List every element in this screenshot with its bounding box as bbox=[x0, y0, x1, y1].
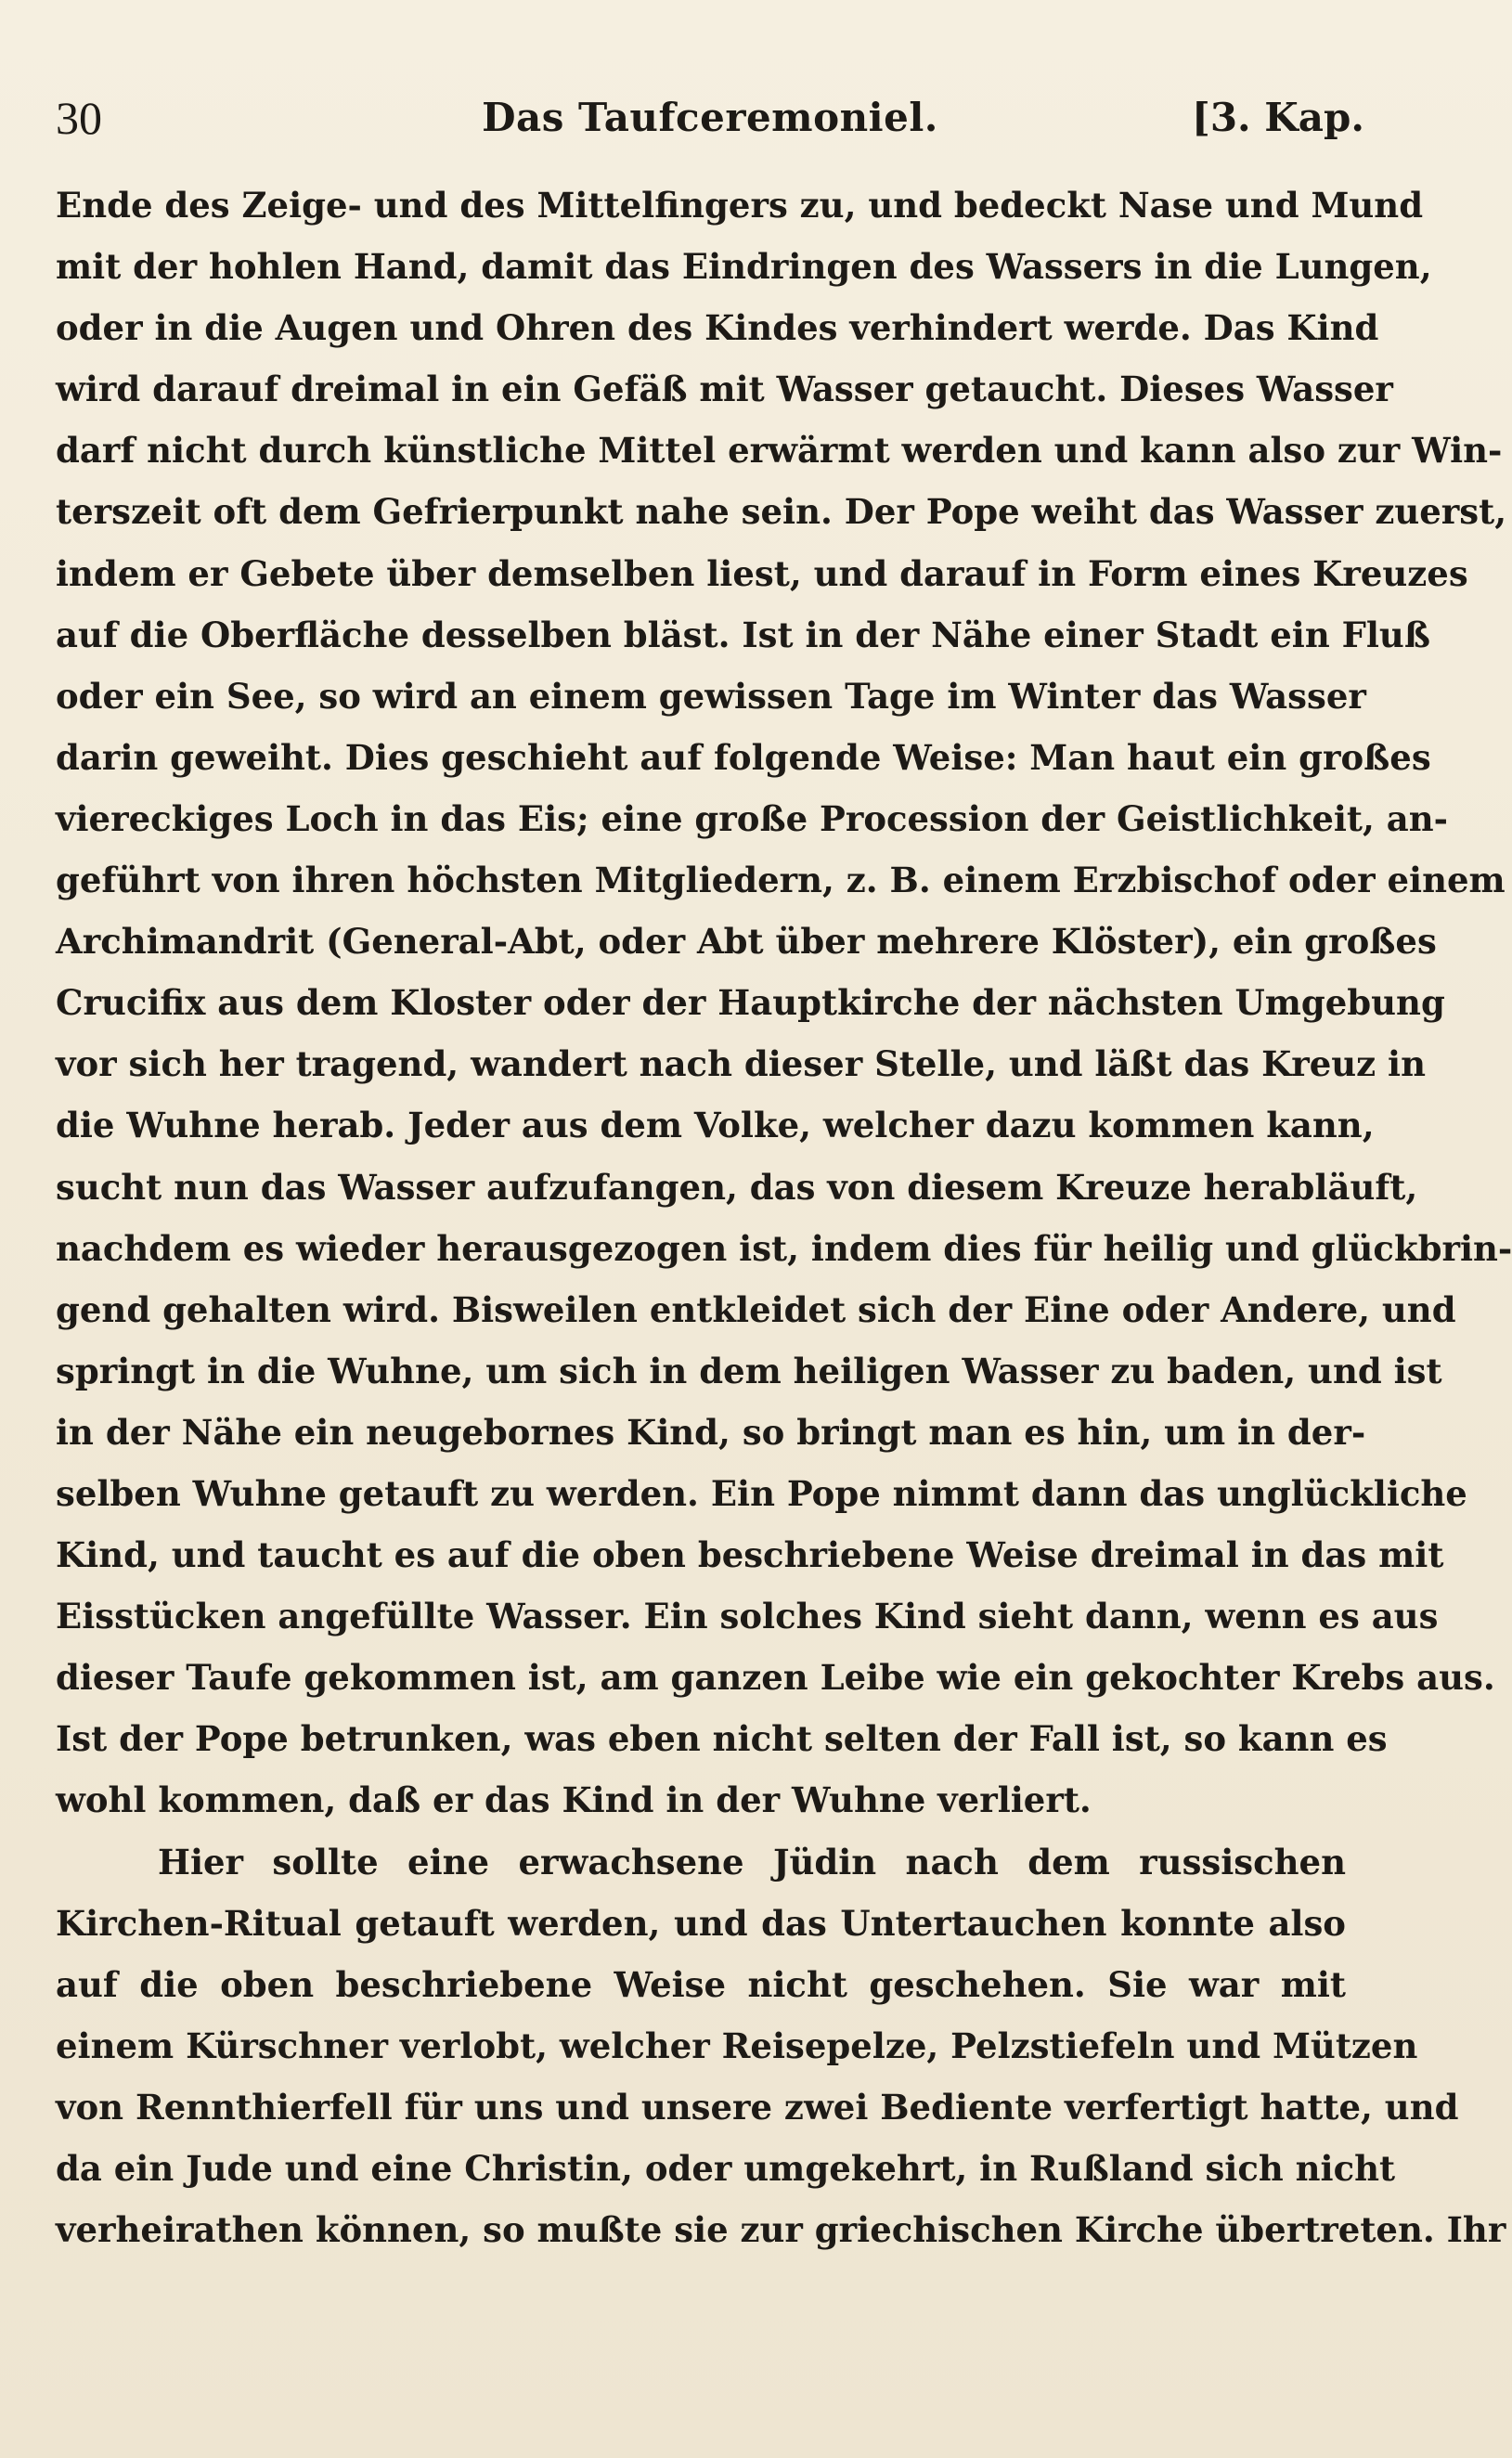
text-line: nachdem es wieder herausgezogen ist, indem dies für heilig und glückbrin- bbox=[56, 1227, 1512, 1269]
text-line: dieser Taufe gekommen ist, am ganzen Leibe wie ein gekochter Krebs aus. bbox=[56, 1657, 1495, 1699]
text-line: von Rennthierfell für uns und unsere zwei Bediente verfertigt hatte, und bbox=[56, 2086, 1459, 2128]
text-line: auf die Oberfläche desselben bläst. Ist in der Nähe einer Stadt ein Fluß bbox=[56, 614, 1430, 655]
text-line: Ende des Zeige- und des Mittelfingers zu, und bedeckt Nase und Mund bbox=[56, 185, 1424, 226]
text-line: darin geweiht. Dies geschieht auf folgende Weise: Man haut ein großes bbox=[56, 736, 1431, 778]
text-line: Kirchen-Ritual getauft werden, und das Untertauchen konnte also bbox=[56, 1902, 1346, 1944]
running-head: Das Taufceremoniel. bbox=[482, 95, 938, 140]
chapter-marker: [3. Kap. bbox=[1191, 95, 1364, 140]
text-line: viereckiges Loch in das Eis; eine große Procession der Geistlichkeit, an- bbox=[56, 797, 1448, 839]
text-line: verheirathen können, so mußte sie zur griechischen Kirche übertreten. Ihr bbox=[56, 2209, 1506, 2251]
text-line: Ist der Pope betrunken, was eben nicht selten der Fall ist, so kann es bbox=[56, 1718, 1388, 1760]
text-line: oder ein See, so wird an einem gewissen Tage im Winter das Wasser bbox=[56, 675, 1366, 717]
text-line: mit der hohlen Hand, damit das Eindringen des Wassers in die Lungen, bbox=[56, 246, 1432, 288]
text-line: springt in die Wuhne, um sich in dem heiligen Wasser zu baden, und ist bbox=[56, 1350, 1442, 1391]
text-line: oder in die Augen und Ohren des Kindes verhindert werde. Das Kind bbox=[56, 307, 1379, 349]
text-line: Eisstücken angefüllte Wasser. Ein solches Kind sieht dann, wenn es aus bbox=[56, 1596, 1439, 1637]
text-line: wohl kommen, daß er das Kind in der Wuhne verliert. bbox=[56, 1779, 1092, 1821]
page-header bbox=[56, 84, 1364, 149]
text-line: Archimandrit (General-Abt, oder Abt über mehrere Klöster), ein großes bbox=[56, 921, 1437, 963]
text-line: einem Kürschner verlobt, welcher Reisepelze, Pelzstiefeln und Mützen bbox=[56, 2025, 1418, 2066]
text-line: terszeit oft dem Gefrierpunkt nahe sein. Der Pope weiht das Wasser zuerst, bbox=[56, 491, 1507, 533]
text-line: die Wuhne herab. Jeder aus dem Volke, welcher dazu kommen kann, bbox=[56, 1105, 1375, 1146]
page-number: 30 bbox=[56, 92, 102, 144]
text-line: indem er Gebete über demselben liest, und darauf in Form eines Kreuzes bbox=[56, 552, 1468, 594]
text-line: gend gehalten wird. Bisweilen entkleidet sich der Eine oder Andere, und bbox=[56, 1288, 1456, 1330]
text-line: Kind, und taucht es auf die oben beschriebene Weise dreimal in das mit bbox=[56, 1534, 1444, 1576]
text-line: sucht nun das Wasser aufzufangen, das von diesem Kreuze herabläuft, bbox=[56, 1166, 1418, 1208]
text-line: darf nicht durch künstliche Mittel erwärmt werden und kann also zur Win- bbox=[56, 430, 1503, 472]
text-line: in der Nähe ein neugebornes Kind, so bringt man es hin, um in der- bbox=[56, 1411, 1366, 1453]
text-line: geführt von ihren höchsten Mitgliedern, z. B. einem Erzbischof oder einem bbox=[56, 860, 1506, 901]
text-line: auf die oben beschriebene Weise nicht geschehen. Sie war mit bbox=[56, 1963, 1346, 2005]
text-line: selben Wuhne getauft zu werden. Ein Pope nimmt dann das unglückliche bbox=[56, 1472, 1467, 1514]
text-line: Crucifix aus dem Kloster oder der Hauptkirche der nächsten Umgebung bbox=[56, 982, 1445, 1024]
text-line: da ein Jude und eine Christin, oder umgekehrt, in Rußland sich nicht bbox=[56, 2148, 1396, 2189]
text-line: vor sich her tragend, wandert nach dieser Stelle, und läßt das Kreuz in bbox=[56, 1043, 1427, 1085]
body-text bbox=[56, 175, 1512, 2260]
text-line: wird darauf dreimal in ein Gefäß mit Wasser getaucht. Dieses Wasser bbox=[56, 369, 1393, 410]
text-line: Hier sollte eine erwachsene Jüdin nach dem russischen bbox=[158, 1841, 1346, 1882]
